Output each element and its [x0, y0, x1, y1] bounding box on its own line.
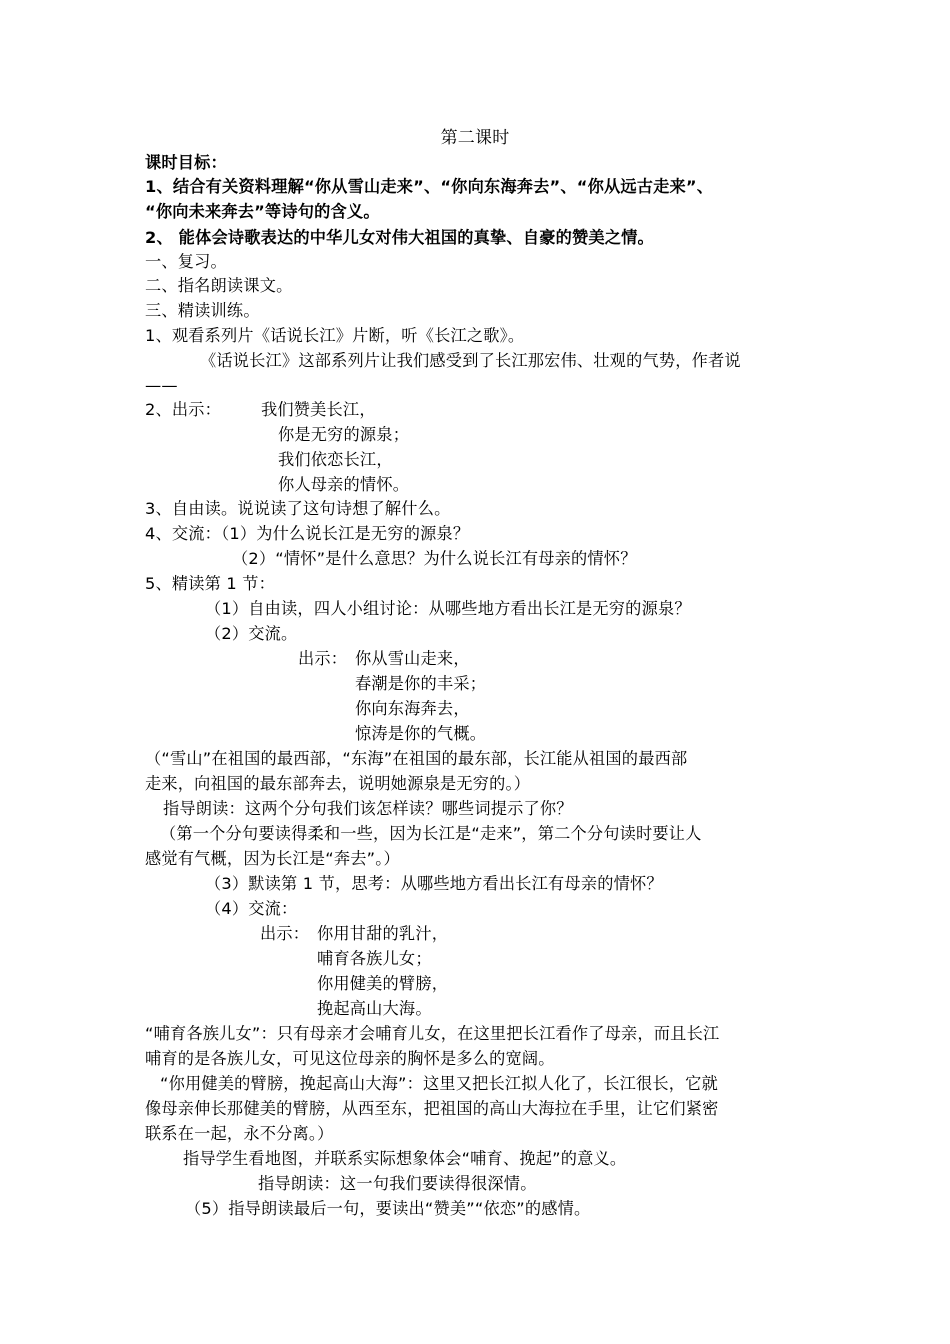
objective-line: 2、 能体会诗歌表达的中华儿女对伟大祖国的真挚、自豪的赞美之情。 [145, 228, 654, 247]
poem-line: 惊涛是你的气概。 [355, 724, 487, 743]
explanation-line: 像母亲伸长那健美的臂膀，从西至东，把祖国的高山大海拉在手里，让它们紧密 [145, 1099, 719, 1118]
explanation-line: 哺育的是各族儿女，可见这位母亲的胸怀是多么的宽阔。 [145, 1049, 555, 1068]
step-read-aloud: 二、指名朗读课文。 [145, 276, 293, 295]
poem-line: 你是无穷的源泉； [278, 425, 410, 444]
explanation-line: （第一个分句要读得柔和一些，因为长江是“走来”，第二个分句读时要让人 [160, 824, 702, 843]
poem-line: 你从雪山走来， [355, 649, 470, 668]
item-2-label: 2、出示： [145, 400, 222, 419]
item-4-a: 4、交流：（1）为什么说长江是无穷的源泉？ [145, 524, 470, 543]
objectives-heading: 课时目标： [145, 153, 227, 172]
item-1-note: 《话说长江》这部系列片让我们感受到了长江那宏伟、壮观的气势，作者说 [200, 351, 741, 370]
explanation-line: 联系在一起，永不分离。） [145, 1124, 334, 1143]
step-intensive-reading: 三、精读训练。 [145, 301, 260, 320]
item-5-2: （2）交流。 [205, 624, 298, 643]
poem-line: 你向东海奔去， [355, 699, 470, 718]
guide-line: 指导学生看地图，并联系实际想象体会“哺育、挽起”的意义。 [183, 1149, 627, 1168]
poem-line: 挽起高山大海。 [317, 999, 432, 1018]
objective-line: “你向未来奔去”等诗句的含义。 [145, 202, 380, 221]
item-5-5: （5）指导朗读最后一句，要读出“赞美”“依恋”的感情。 [185, 1199, 591, 1218]
poem-line: 我们赞美长江， [261, 400, 376, 419]
guide-line: 指导朗读：这两个分句我们该怎样读？哪些词提示了你？ [163, 799, 573, 818]
poem-line: 你用健美的臂膀， [317, 974, 449, 993]
explanation-line: “哺育各族儿女”：只有母亲才会哺育儿女，在这里把长江看作了母亲，而且长江 [145, 1024, 720, 1043]
poem-line: 你人母亲的情怀。 [278, 475, 410, 494]
item-1: 1、观看系列片《话说长江》片断，听《长江之歌》。 [145, 326, 525, 345]
item-5-4: （4）交流： [205, 899, 298, 918]
poem-line: 春潮是你的丰采； [355, 674, 487, 693]
item-1-dash: —— [145, 376, 178, 395]
poem-line: 哺育各族儿女； [317, 949, 432, 968]
show-label: 出示： [298, 649, 348, 668]
objective-line: 1、结合有关资料理解“你从雪山走来”、“你向东海奔去”、“你从远古走来”、 [145, 177, 714, 196]
explanation-line: “你用健美的臂膀，挽起高山大海”：这里又把长江拟人化了，长江很长，它就 [160, 1074, 718, 1093]
explanation-line: （“雪山”在祖国的最西部，“东海”在祖国的最东部，长江能从祖国的最西部 [145, 749, 688, 768]
poem-line: 你用甘甜的乳汁， [317, 924, 449, 943]
item-4-b: （2）“情怀”是什么意思？为什么说长江有母亲的情怀？ [232, 549, 637, 568]
explanation-line: 感觉有气概，因为长江是“奔去”。） [145, 849, 400, 868]
guide-line: 指导朗读：这一句我们要读得很深情。 [258, 1174, 537, 1193]
step-review: 一、复习。 [145, 252, 227, 271]
item-5-1: （1）自由读，四人小组讨论：从哪些地方看出长江是无穷的源泉？ [205, 599, 691, 618]
item-5: 5、精读第 1 节： [145, 574, 276, 593]
show-label: 出示： [260, 924, 310, 943]
item-5-3: （3）默读第 1 节，思考：从哪些地方看出长江有母亲的情怀？ [205, 874, 663, 893]
explanation-line: 走来，向祖国的最东部奔去，说明她源泉是无穷的。） [145, 774, 531, 793]
item-3: 3、自由读。说说读了这句诗想了解什么。 [145, 499, 451, 518]
poem-line: 我们依恋长江， [278, 450, 393, 469]
page-title: 第二课时 [440, 128, 510, 148]
